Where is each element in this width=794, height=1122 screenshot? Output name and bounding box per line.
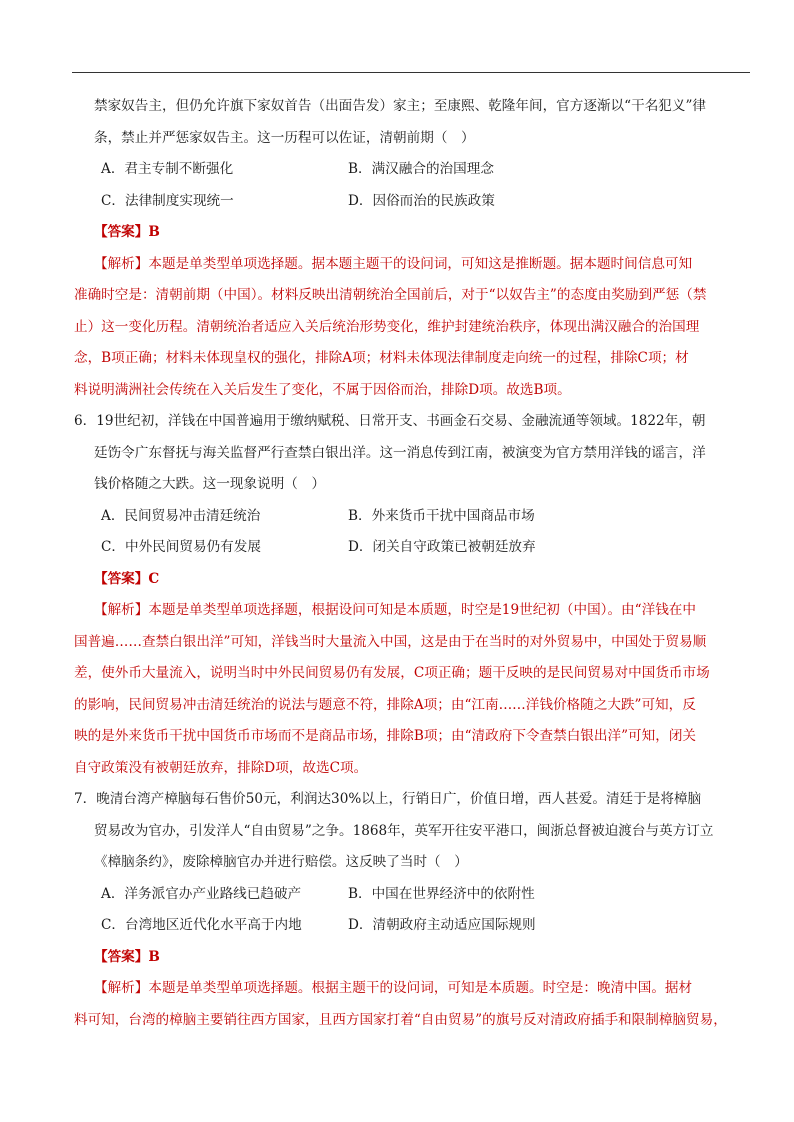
question-6 xyxy=(74,406,728,784)
question-6-option-c: C．中外民间贸易仍有发展 xyxy=(101,539,261,555)
question-6-options-row-1 xyxy=(74,501,728,533)
question-7-stem-line-2: 贸易改为官办，引发洋人“自由贸易”之争。1868年，英军开往安平港口，闽浙总督被迫渡台与英方订立 xyxy=(94,822,714,839)
question-5-options-row-1 xyxy=(74,154,728,186)
question-6-stem-line-3: 钱价格随之大跌。这一现象说明（ ） xyxy=(94,476,326,492)
question-6-analysis-line-4: 的影响，民间贸易冲击清廷统治的说法与题意不符，排除A项；由“江南……洋钱价格随之大跌”可知，反 xyxy=(74,696,696,713)
question-6-analysis-line-6: 自守政策没有被朝廷放弃，排除D项，故选C项。 xyxy=(74,759,368,776)
answer-tag: 【答案】 xyxy=(94,948,149,965)
question-6-analysis-line-5: 映的是外来货币干扰中国货币市场而不是商品市场，排除B项；由“清政府下令查禁白银出洋”可知，闭关 xyxy=(74,728,697,744)
document-content xyxy=(74,91,728,1036)
question-7-options-row-2 xyxy=(74,910,728,942)
question-7-option-d: D．清朝政府主动适应国际规则 xyxy=(348,917,536,933)
answer-tag: 【答案】 xyxy=(94,570,149,587)
question-5-stem-line-2: 条，禁止并严惩家奴告主。这一历程可以佐证，清朝前期（ ） xyxy=(94,129,475,146)
question-5 xyxy=(74,91,728,406)
question-5-analysis-line-1: 【解析】本题是单类型单项选择题。据本题主题干的设问词，可知这是推断题。据本题时间信息可知 xyxy=(94,255,693,272)
answer-value: B xyxy=(148,948,160,965)
question-6-option-d: D．闭关自守政策已被朝廷放弃 xyxy=(348,539,536,555)
question-5-answer xyxy=(74,217,728,249)
question-5-options-row-2 xyxy=(74,186,728,218)
question-6-analysis-line-3: 差，使外币大量流入，说明当时中外民间贸易仍有发展，C项正确；题干反映的是民间贸易对中国货币市场 xyxy=(74,665,710,681)
question-7-option-c: C．台湾地区近代化水平高于内地 xyxy=(101,917,302,933)
answer-tag: 【答案】 xyxy=(94,224,149,240)
question-7-option-a: A．洋务派官办产业路线已趋破产 xyxy=(101,885,302,902)
question-7-analysis-line-1: 【解析】本题是单类型单项选择题。根据主题干的设问词，可知是本质题。时空是：晚清中国。据材 xyxy=(94,980,693,996)
question-7-analysis-line-2: 料可知，台湾的樟脑主要销往西方国家，且西方国家打着“自由贸易”的旗号反对清政府插手和限制樟脑贸易， xyxy=(74,1011,727,1028)
question-5-analysis-line-5: 料说明满洲社会传统在入关后发生了变化，不属于因俗而治，排除D项。故选B项。 xyxy=(74,381,571,398)
question-7-stem-line-1: 7．晚清台湾产樟脑每石售价50元，利润达30%以上，行销日广，价值日增，西人甚爱。清廷于是将樟脑 xyxy=(74,791,702,807)
question-6-answer xyxy=(74,564,728,596)
question-5-analysis-line-4: 念，B项正确；材料未体现皇权的强化，排除A项；材料未体现法律制度走向统一的过程，排除C项；材 xyxy=(74,350,689,366)
question-7-option-b: B．中国在世界经济中的依附性 xyxy=(348,885,535,902)
question-6-stem-line-1: 6．19世纪初，洋钱在中国普遍用于缴纳赋税、日常开支、书画金石交易、金融流通等领域。1822年，朝 xyxy=(74,413,706,429)
question-5-option-c: C．法律制度实现统一 xyxy=(101,192,234,209)
question-6-option-b: B．外来货币干扰中国商品市场 xyxy=(348,507,535,524)
question-6-options-row-2 xyxy=(74,532,728,564)
question-7-answer xyxy=(74,942,728,974)
question-6-option-a: A．民间贸易冲击清廷统治 xyxy=(101,507,261,524)
question-5-analysis-line-3: 止）这一变化历程。清朝统治者适应入关后统治形势变化，维护封建统治秩序，体现出满汉融合的治国理 xyxy=(74,318,700,335)
question-6-analysis-line-1: 【解析】本题是单类型单项选择题，根据设问可知是本质题，时空是19世纪初（中国）。由“洋钱在中 xyxy=(94,602,696,618)
question-7 xyxy=(74,784,728,1036)
question-5-option-d: D．因俗而治的民族政策 xyxy=(348,192,495,209)
question-5-analysis-line-2: 准确时空是：清朝前期（中国）。材料反映出清朝统治全国前后，对于“以奴告主”的态度由奖励到严惩（禁 xyxy=(74,287,707,303)
question-7-options-row-1 xyxy=(74,879,728,911)
question-6-analysis-line-2: 国普遍……查禁白银出洋”可知，洋钱当时大量流入中国，这是由于在当时的对外贸易中，中国处于贸易顺 xyxy=(74,633,707,650)
question-7-stem-line-3: 《樟脑条约》，废除樟脑官办并进行赔偿。这反映了当时（ ） xyxy=(94,854,468,870)
answer-value: B xyxy=(148,224,160,240)
question-6-stem-line-2: 廷饬令广东督抚与海关监督严行查禁白银出洋。这一消息传到江南，被演变为官方禁用洋钱的谣言，洋 xyxy=(94,444,706,461)
question-5-stem-line-1: 禁家奴告主，但仍允许旗下家奴首告（出面告发）家主；至康熙、乾隆年间，官方逐渐以“干名犯义”律 xyxy=(94,98,707,114)
question-5-option-b: B．满汉融合的治国理念 xyxy=(348,161,494,177)
question-5-option-a: A．君主专制不断强化 xyxy=(101,161,234,177)
header-rule xyxy=(72,72,750,73)
answer-value: C xyxy=(148,570,160,587)
